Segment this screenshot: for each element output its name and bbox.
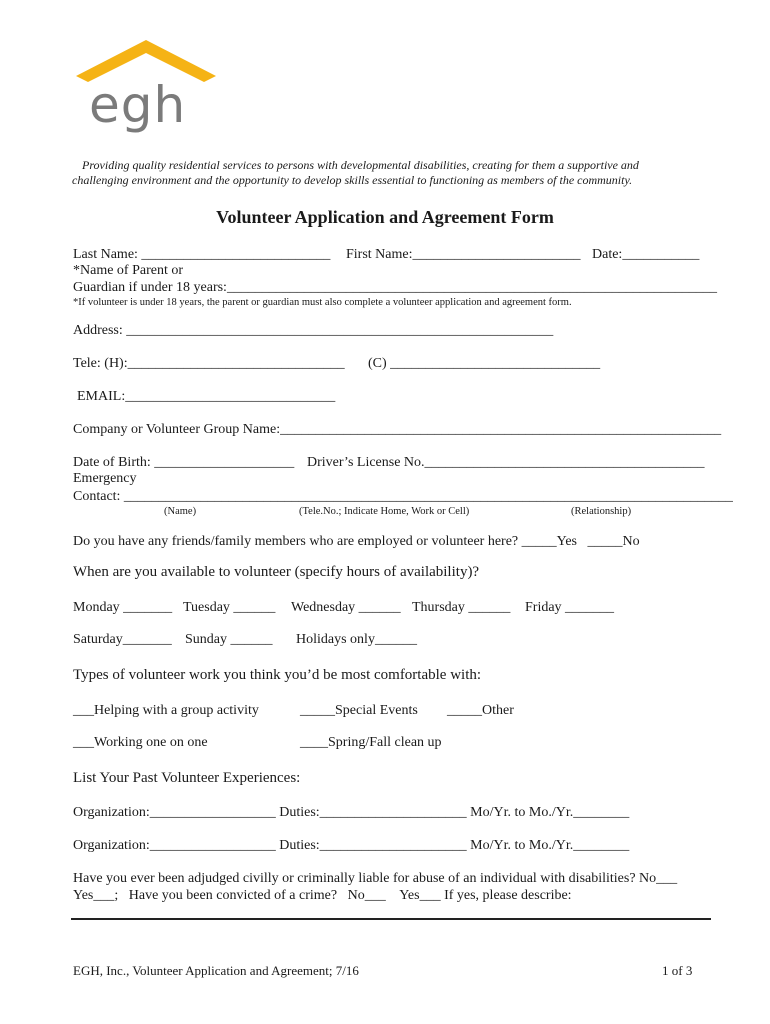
tuesday-field[interactable]: Tuesday ______ bbox=[183, 600, 276, 615]
emergency-tele-label: (Tele.No.; Indicate Home, Work or Cell) bbox=[299, 506, 470, 517]
abuse-question-line-2[interactable]: Yes___; Have you been convicted of a crime? No___ Yes___ If yes, please describe: bbox=[73, 888, 572, 903]
form-title: Volunteer Application and Agreement Form bbox=[216, 207, 554, 227]
emergency-relationship-label: (Relationship) bbox=[571, 506, 632, 517]
tele-home-field[interactable]: Tele: (H):_______________________________ bbox=[73, 356, 345, 371]
availability-heading: When are you available to volunteer (specify hours of availability)? bbox=[73, 564, 480, 580]
work-option-group[interactable]: ___Helping with a group activity bbox=[73, 703, 259, 718]
holidays-field[interactable]: Holidays only______ bbox=[296, 632, 417, 647]
date-field[interactable]: Date:___________ bbox=[592, 247, 700, 262]
dob-field[interactable]: Date of Birth: ____________________ bbox=[73, 455, 295, 470]
friends-question[interactable]: Do you have any friends/family members who are employed or volunteer here? _____Yes _____No bbox=[73, 534, 640, 549]
work-option-special-events[interactable]: _____Special Events bbox=[300, 703, 418, 718]
past-experience-heading: List Your Past Volunteer Experiences: bbox=[73, 770, 301, 786]
last-name-field[interactable]: Last Name: ___________________________ bbox=[73, 247, 331, 262]
parent-name-field[interactable]: Guardian if under 18 years:______________________________________________________________________ bbox=[73, 280, 717, 295]
organization-row-2[interactable]: Organization:__________________ Duties:_____________________ Mo/Yr. to Mo./Yr.________ bbox=[73, 838, 630, 853]
logo-text: egh bbox=[89, 76, 187, 134]
emergency-label: Emergency bbox=[73, 471, 137, 486]
address-field[interactable]: Address: _____________________________________________________________ bbox=[73, 323, 554, 338]
company-field[interactable]: Company or Volunteer Group Name:_______________________________________________________________ bbox=[73, 422, 722, 437]
work-option-cleanup[interactable]: ____Spring/Fall clean up bbox=[300, 735, 442, 750]
organization-row-1[interactable]: Organization:__________________ Duties:_____________________ Mo/Yr. to Mo./Yr.________ bbox=[73, 805, 630, 820]
monday-field[interactable]: Monday _______ bbox=[73, 600, 173, 615]
emergency-contact-field[interactable]: Contact: _______________________________________________________________________________________ bbox=[73, 489, 733, 504]
first-name-field[interactable]: First Name:________________________ bbox=[346, 247, 581, 262]
thursday-field[interactable]: Thursday ______ bbox=[412, 600, 511, 615]
saturday-field[interactable]: Saturday_______ bbox=[73, 632, 172, 647]
work-option-one-on-one[interactable]: ___Working one on one bbox=[73, 735, 208, 750]
work-option-other[interactable]: _____Other bbox=[447, 703, 514, 718]
footer-divider bbox=[71, 918, 711, 920]
parent-note: *If volunteer is under 18 years, the parent or guardian must also complete a volunteer application and agreement form. bbox=[73, 297, 572, 308]
page-number: 1 of 3 bbox=[662, 963, 693, 978]
email-field[interactable]: EMAIL:______________________________ bbox=[77, 389, 336, 404]
parent-label: *Name of Parent or bbox=[73, 263, 184, 278]
wednesday-field[interactable]: Wednesday ______ bbox=[291, 600, 401, 615]
mission-line-2: challenging environment and the opportunity to develop skills essential to functioning as members of the community. bbox=[72, 173, 633, 187]
mission-line-1: Providing quality residential services to persons with developmental disabilities, creating for them a supportive and bbox=[82, 158, 639, 172]
sunday-field[interactable]: Sunday ______ bbox=[185, 632, 273, 647]
tele-cell-field[interactable]: (C) ______________________________ bbox=[368, 356, 601, 371]
license-field[interactable]: Driver’s License No.________________________________________ bbox=[307, 455, 705, 470]
abuse-question-line-1[interactable]: Have you ever been adjudged civilly or criminally liable for abuse of an individual with disabilities? No___ bbox=[73, 871, 678, 886]
friday-field[interactable]: Friday _______ bbox=[525, 600, 615, 615]
footer-left: EGH, Inc., Volunteer Application and Agreement; 7/16 bbox=[73, 963, 359, 978]
work-heading: Types of volunteer work you think you’d be most comfortable with: bbox=[73, 667, 482, 683]
emergency-name-label: (Name) bbox=[164, 506, 197, 517]
